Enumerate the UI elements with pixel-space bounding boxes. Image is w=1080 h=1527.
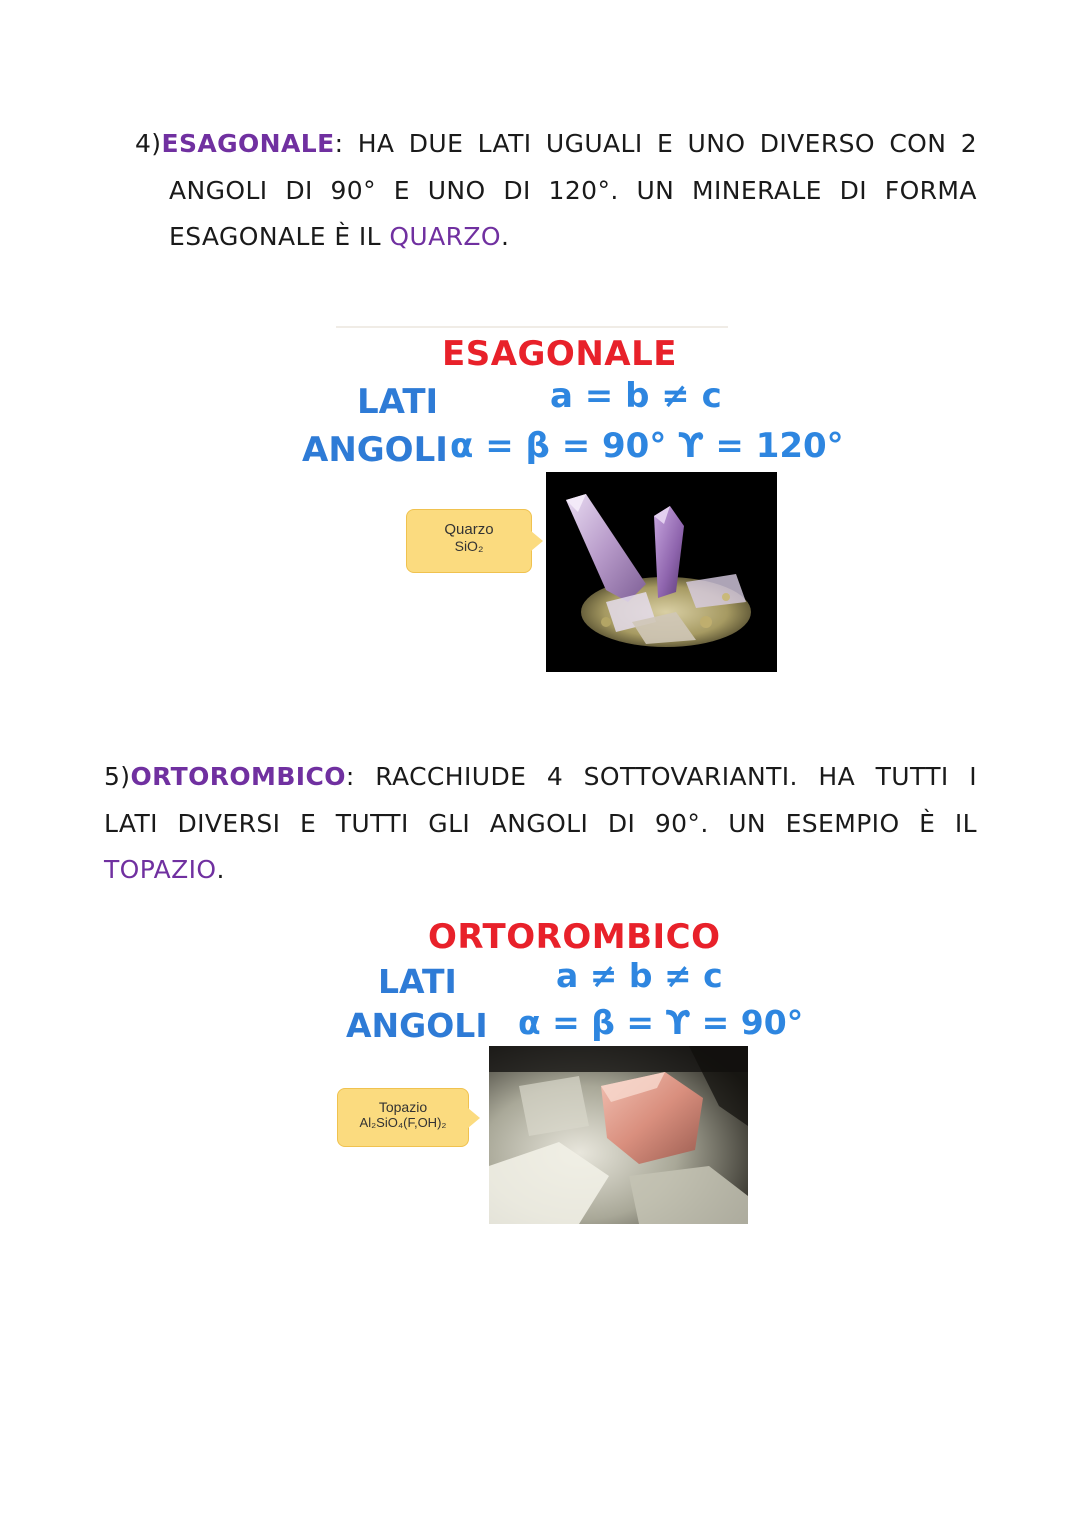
quartz-crystal-icon <box>546 472 777 672</box>
word <box>503 168 530 215</box>
word-part: GLI <box>428 808 471 838</box>
word <box>409 121 464 168</box>
lati-value: a ≠ b ≠ c <box>556 956 723 995</box>
word <box>885 168 977 215</box>
word <box>760 121 875 168</box>
word <box>549 168 619 215</box>
word <box>490 801 589 848</box>
topaz-crystal-icon <box>489 1046 748 1224</box>
word-part: DI <box>285 175 313 205</box>
word-part: UN <box>728 808 767 838</box>
word-part: ESEMPIO <box>785 808 900 838</box>
word-part: 5) <box>104 762 131 791</box>
word-part: ORTOROMBICO <box>130 762 346 791</box>
word-part: 90° <box>330 175 377 205</box>
word-part: ANGOLI <box>489 808 589 838</box>
callout-name: Quarzo <box>444 521 494 538</box>
word-part: TUTTI <box>875 762 949 791</box>
callout-name: Topazio <box>378 1099 428 1115</box>
word <box>969 754 977 801</box>
line-end: . <box>500 222 510 251</box>
paragraph-line <box>104 847 977 894</box>
word-part: E <box>299 808 317 838</box>
word-part: RACCHIUDE <box>375 762 527 791</box>
word-part: MINERALE <box>692 175 822 205</box>
topaz-crystal-photo <box>489 1046 748 1224</box>
word-part: E <box>656 129 674 158</box>
word <box>876 754 949 801</box>
word <box>285 168 312 215</box>
word <box>786 801 900 848</box>
word <box>728 801 766 848</box>
paragraph-line <box>135 121 977 168</box>
word <box>336 801 409 848</box>
word <box>104 801 158 848</box>
word-part: 4) <box>135 129 162 158</box>
word <box>358 121 395 168</box>
word <box>547 754 563 801</box>
word-part: : <box>334 129 344 158</box>
line-end: . <box>216 855 225 884</box>
word <box>608 801 635 848</box>
word-part: CON <box>889 129 947 158</box>
word <box>961 121 977 168</box>
word <box>135 121 343 168</box>
quartz-crystal-photo <box>546 472 777 672</box>
angoli-label: ANGOLI <box>302 430 448 470</box>
paragraph-line <box>104 801 977 848</box>
word <box>331 168 377 215</box>
word <box>300 801 316 848</box>
word <box>394 168 410 215</box>
word-part: 2 <box>960 129 977 158</box>
word-part: DI <box>503 175 531 205</box>
word-part: LATI <box>104 808 158 838</box>
paragraph-line <box>104 754 977 801</box>
word <box>375 754 526 801</box>
word <box>169 168 268 215</box>
mineral-callout <box>337 1088 469 1147</box>
word-part: LATI <box>477 129 532 158</box>
word-part: HA <box>357 129 395 158</box>
word <box>104 754 355 801</box>
lati-label: LATI <box>378 962 457 1001</box>
word-part: IL <box>954 808 977 838</box>
word <box>428 801 470 848</box>
paragraph-ortorombico <box>104 754 977 894</box>
angoli-value: α = β = 90° ϒ = 120° <box>450 426 844 466</box>
paragraph-esagonale <box>135 121 977 261</box>
word-part: DI <box>839 175 868 205</box>
word-part: 90°. <box>654 808 709 838</box>
word <box>655 801 709 848</box>
word <box>889 121 946 168</box>
word <box>688 121 746 168</box>
mineral-quarzo: QUARZO <box>389 222 501 251</box>
mineral-callout <box>406 509 532 573</box>
word <box>428 168 486 215</box>
word-part: ANGOLI <box>169 175 268 205</box>
callout-formula: Al₂SiO₄(F,OH)₂ <box>359 1115 447 1130</box>
line-text: ESAGONALE È IL <box>169 222 390 251</box>
angoli-label: ANGOLI <box>346 1006 488 1045</box>
figure-divider <box>336 326 728 328</box>
word-part: 4 <box>546 762 564 791</box>
word-part: 120°. <box>548 175 619 205</box>
word <box>818 754 855 801</box>
figure-title: ESAGONALE <box>442 334 677 374</box>
word <box>657 121 673 168</box>
word-part: TUTTI <box>335 808 409 838</box>
word-part: DIVERSI <box>177 808 281 838</box>
word-part: FORMA <box>884 175 977 205</box>
word <box>584 754 798 801</box>
mineral-topazio: TOPAZIO <box>104 855 217 884</box>
word-part: E <box>393 175 410 205</box>
callout-formula: SiO₂ <box>454 538 484 554</box>
figure-title: ORTOROMBICO <box>428 917 721 957</box>
word-part: SOTTOVARIANTI. <box>583 762 798 791</box>
word-part: UNO <box>427 175 486 205</box>
word <box>955 801 977 848</box>
word <box>636 168 674 215</box>
lati-value: a = b ≠ c <box>550 376 722 416</box>
word <box>478 121 532 168</box>
word-part: : <box>345 762 355 791</box>
paragraph-line <box>135 168 977 215</box>
word-part: DIVERSO <box>759 129 875 158</box>
word-part: UGUALI <box>545 129 643 158</box>
word-part: I <box>969 762 977 791</box>
lati-label: LATI <box>357 382 439 422</box>
word <box>692 168 822 215</box>
word-part: HA <box>818 762 856 791</box>
word-part: UNO <box>687 129 746 158</box>
paragraph-line <box>135 214 977 261</box>
word <box>177 801 280 848</box>
word-part: ESAGONALE <box>161 129 335 158</box>
word <box>546 121 643 168</box>
word <box>919 801 935 848</box>
angoli-value: α = β = ϒ = 90° <box>518 1003 804 1042</box>
word-part: UN <box>636 175 675 205</box>
word-part: È <box>919 808 936 838</box>
word <box>840 168 867 215</box>
word-part: DI <box>607 808 636 838</box>
word-part: DUE <box>408 129 464 158</box>
